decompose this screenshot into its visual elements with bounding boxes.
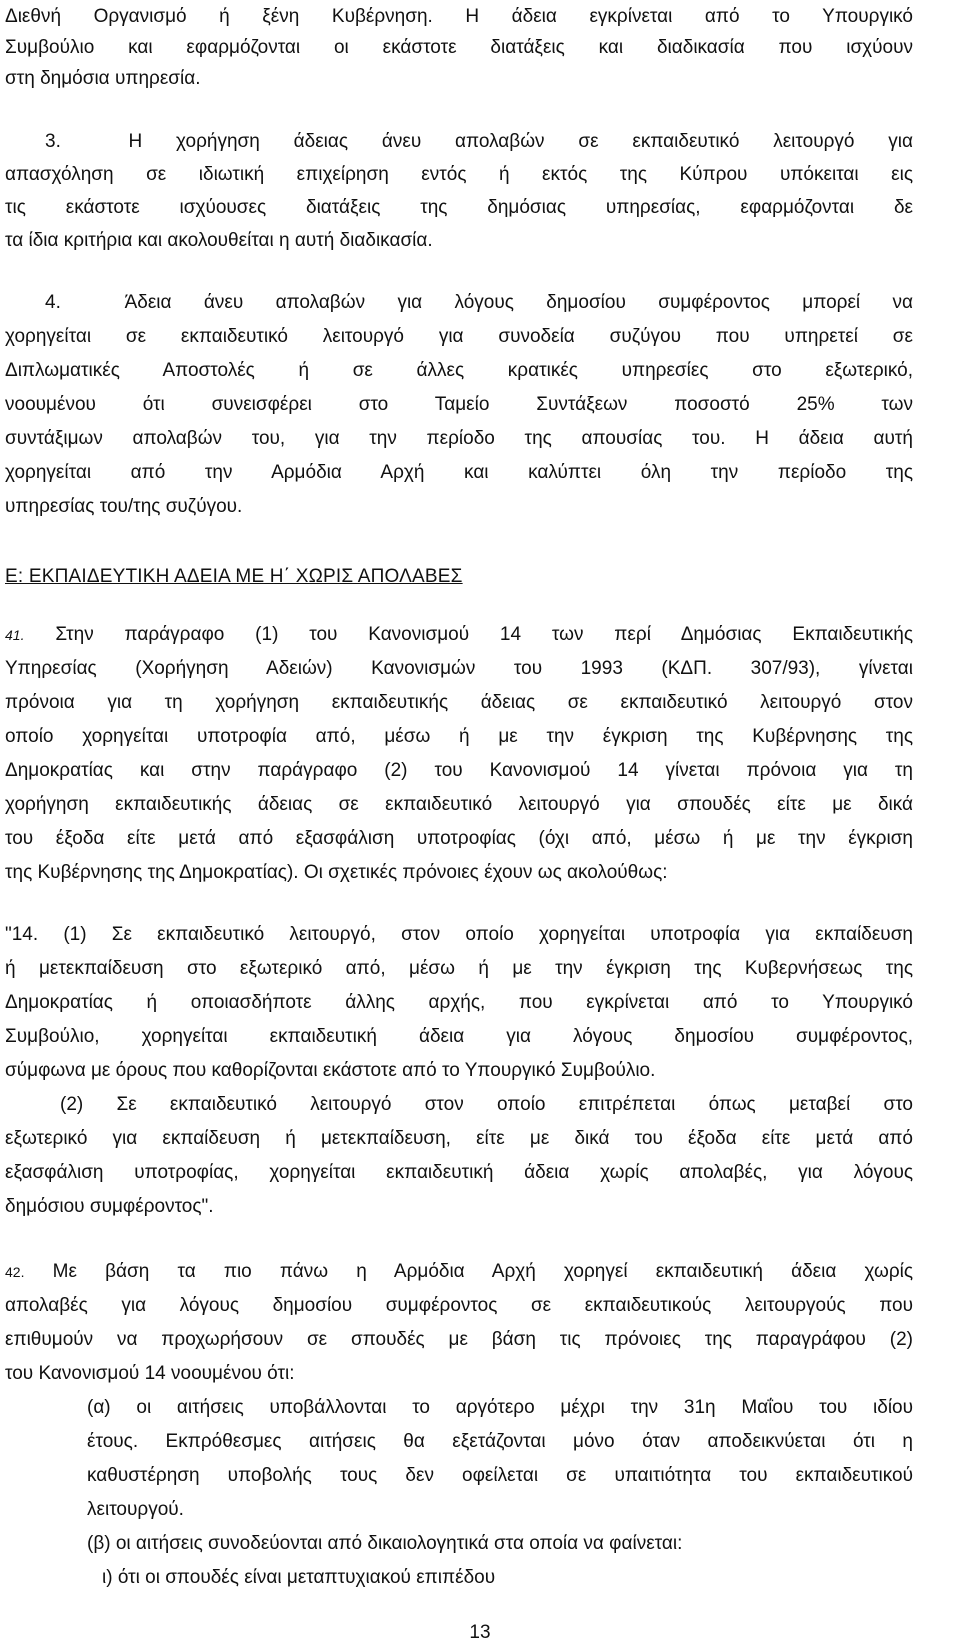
para42-b-line: (β) οι αιτήσεις συνοδεύονται από δικαιολογητικά στα οποία να φαίνεται:: [87, 1533, 683, 1554]
item3-line-4: τα ίδια κριτήρια και ακολουθείται η αυτή διαδικασία.: [5, 230, 433, 251]
para41-line-6: χορήγηση εκπαιδευτικής άδειας σε εκπαιδευτικό λειτουργό για σπουδές είτε με δικά: [5, 794, 913, 815]
para41-text-1: Στην παράγραφο (1) του Κανονισμού 14 των περί Δημόσιας Εκπαιδευτικής: [55, 624, 913, 645]
item3-line-2: απασχόληση σε ιδιωτική επιχείρηση εντός ή εκτός της Κύπρου υπόκειται εις: [5, 164, 913, 185]
para41-line-4: οποίο χορηγείται υποτροφία από, μέσω ή με την έγκριση της Κυβέρνησης της: [5, 726, 913, 747]
para42-line-4: του Κανονισμού 14 νοουμένου ότι:: [5, 1363, 295, 1384]
item3-line-3: τις εκάστοτε ισχύουσες διατάξεις της δημόσιας υπηρεσίας, εφαρμόζονται δε: [5, 197, 913, 218]
para42-a-line-4: λειτουργού.: [87, 1499, 184, 1520]
para41-line-2: Υπηρεσίας (Χορήγηση Αδειών) Κανονισμών του 1993 (ΚΔΠ. 307/93), γίνεται: [5, 658, 913, 679]
para42-line-2: απολαβές για λόγους δημοσίου συμφέροντος σε εκπαιδευτικούς λειτουργούς που: [5, 1295, 913, 1316]
para42-a-line-2: έτους. Εκπρόθεσμες αιτήσεις θα εξετάζονται μόνο όταν αποδεικνύεται ότι η: [87, 1431, 913, 1452]
section-heading: Ε: ΕΚΠΑΙΔΕΥΤΙΚΗ ΑΔΕΙΑ ΜΕ Η΄ ΧΩΡΙΣ ΑΠΟΛΑΒΕΣ: [5, 566, 463, 587]
quote14-line-4: Συμβούλιο, χορηγείται εκπαιδευτική άδεια για λόγους δημοσίου συμφέροντος,: [5, 1026, 913, 1047]
item4-line-1: [45, 286, 913, 319]
quote14-sub2-line-4: δημόσιου συμφέροντος".: [5, 1196, 214, 1217]
para42-a-line-3: καθυστέρηση υποβολής τους δεν οφείλεται σε υπαιτιότητα του εκπαιδευτικού: [87, 1465, 913, 1486]
quote14-sub2-line-1: (2) Σε εκπαιδευτικό λειτουργό στον οποίο επιτρέπεται όπως μεταβεί στο: [60, 1094, 913, 1115]
para42-number: 42.: [5, 1264, 25, 1280]
quote14-sub2-line-3: εξασφάλιση υποτροφίας, χορηγείται εκπαιδευτική άδεια χωρίς απολαβές, για λόγους: [5, 1162, 913, 1183]
para42-line-3: επιθυμούν να προχωρήσουν σε σπουδές με βάση τις πρόνοιες της παραγράφου (2): [5, 1329, 913, 1350]
para41-line-1: [5, 618, 913, 652]
item4-line-5: συντάξιμων απολαβών του, για την περίοδο της απουσίας του. Η άδεια αυτή: [5, 428, 913, 449]
intro-line-2: Συμβούλιο και εφαρμόζονται οι εκάστοτε διατάξεις και διαδικασία που ισχύουν: [5, 37, 913, 58]
para42-i-line: ι) ότι οι σπουδές είναι μεταπτυχιακού επιπέδου: [102, 1567, 496, 1588]
item4-text-1: Άδεια άνευ απολαβών για λόγους δημοσίου συμφέροντος μπορεί να: [124, 292, 913, 313]
quote14-line-5: σύμφωνα με όρους που καθορίζονται εκάστοτε από το Υπουργικό Συμβούλιο.: [5, 1060, 656, 1081]
item4-line-6: χορηγείται από την Αρμόδια Αρχή και καλύπτει όλη την περίοδο της: [5, 462, 913, 483]
para41-number: 41.: [5, 627, 25, 643]
quote14-line-1: "14. (1) Σε εκπαιδευτικό λειτουργό, στον οποίο χορηγείται υποτροφία για εκπαίδευση: [5, 924, 913, 945]
para42-text-1: Με βάση τα πιο πάνω η Αρμόδια Αρχή χορηγεί εκπαιδευτική άδεια χωρίς: [52, 1261, 914, 1282]
item4-line-4: νοουμένου ότι συνεισφέρει στο Ταμείο Συντάξεων ποσοστό 25% των: [5, 394, 913, 415]
intro-line-1: Διεθνή Οργανισμό ή ξένη Κυβέρνηση. Η άδεια εγκρίνεται από το Υπουργικό: [5, 6, 913, 27]
item4-line-2: χορηγείται σε εκπαιδευτικό λειτουργό για συνοδεία συζύγου που υπηρετεί σε: [5, 326, 913, 347]
item3-line-1: [45, 125, 913, 158]
quote14-sub2-line-2: εξωτερικό για εκπαίδευση ή μετεκπαίδευση, είτε με δικά του έξοδα είτε μετά από: [5, 1128, 913, 1149]
para41-line-5: Δημοκρατίας και στην παράγραφο (2) του Κανονισμού 14 γίνεται πρόνοια για τη: [5, 760, 913, 781]
quote14-line-3: Δημοκρατίας ή οποιασδήποτε άλλης αρχής, που εγκρίνεται από το Υπουργικό: [5, 992, 913, 1013]
item4-number: 4.: [45, 292, 61, 313]
para42-line-1: [5, 1255, 913, 1289]
para41-line-8: της Κυβέρνησης της Δημοκρατίας). Οι σχετικές πρόνοιες έχουν ως ακολούθως:: [5, 862, 668, 883]
para42-a-line-1: (α) οι αιτήσεις υποβάλλονται το αργότερο μέχρι την 31η Μαΐου του ιδίου: [87, 1397, 913, 1418]
para41-line-7: του έξοδα είτε μετά από εξασφάλιση υποτροφίας (όχι από, μέσω ή με την έγκριση: [5, 828, 913, 849]
item3-number: 3.: [45, 131, 61, 152]
quote14-line-2: ή μετεκπαίδευση στο εξωτερικό από, μέσω ή με την έγκριση της Κυβερνήσεως της: [5, 958, 913, 979]
para41-line-3: πρόνοια για τη χορήγηση εκπαιδευτικής άδειας σε εκπαιδευτικό λειτουργό στον: [5, 692, 913, 713]
item3-text-1: Η χορήγηση άδειας άνευ απολαβών σε εκπαιδευτικό λειτουργό για: [128, 131, 913, 152]
item4-line-3: Διπλωματικές Αποστολές ή σε άλλες κρατικές υπηρεσίες στο εξωτερικό,: [5, 360, 913, 381]
item4-line-7: υπηρεσίας του/της συζύγου.: [5, 496, 243, 517]
intro-line-3: στη δημόσια υπηρεσία.: [5, 68, 201, 89]
page-number: 13: [469, 1622, 491, 1643]
